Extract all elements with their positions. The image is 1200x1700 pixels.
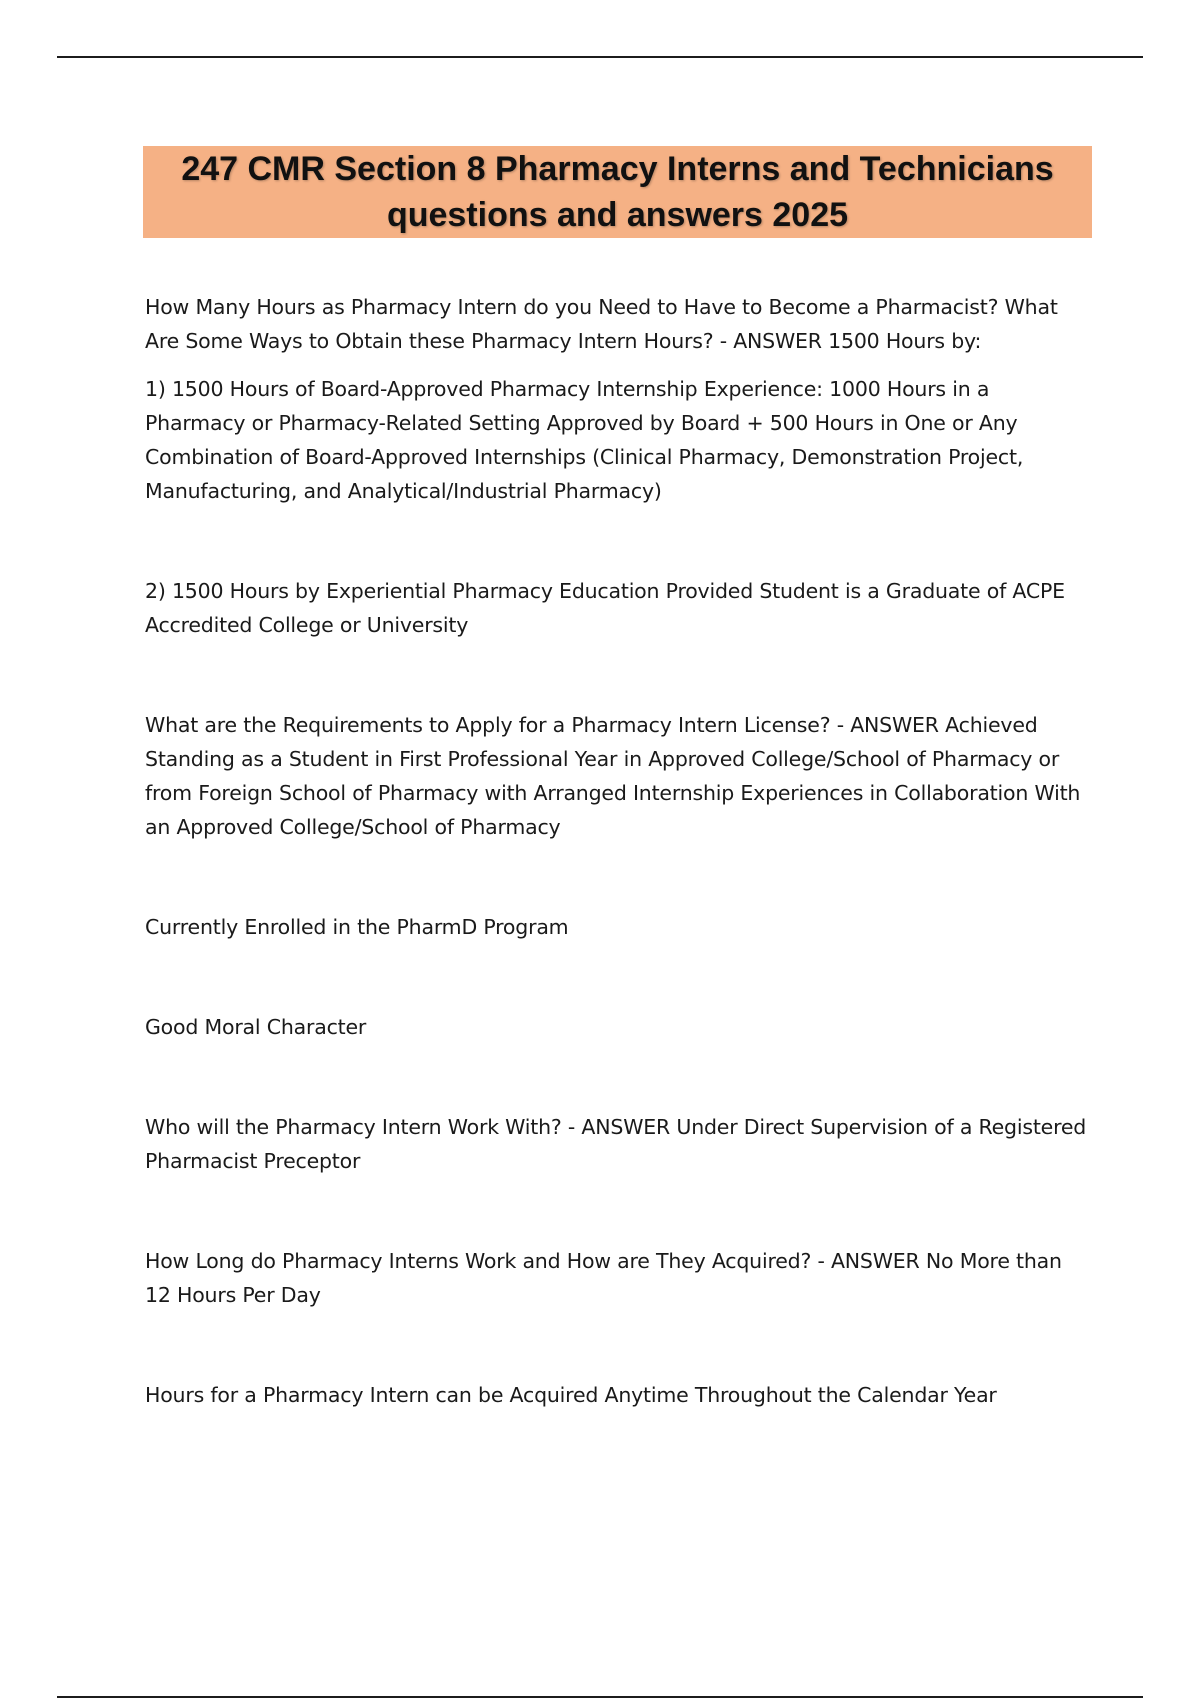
- answer-option-2: 2) 1500 Hours by Experiential Pharmacy Education Provided Student is a Graduate of ACPE Accredited College or University: [145, 579, 1065, 637]
- answer-option-1: 1) 1500 Hours of Board-Approved Pharmacy Internship Experience: 1000 Hours in a Pharmacy or Pharmacy-Related Setting Approved by Board + 500 Hours in One or Any Combination of Board-Approved Internships (Clinical Pharmacy, Demonstration Project, Manufacturing, and Analytical/Industrial Pharmacy): [145, 377, 1024, 503]
- document-title-banner: [143, 146, 1092, 238]
- requirement-enrolled: Currently Enrolled in the PharmD Program: [145, 915, 569, 939]
- question-work-with: Who will the Pharmacy Intern Work With? - ANSWER Under Direct Supervision of a Registered Pharmacist Preceptor: [145, 1115, 1087, 1173]
- question-hours-required: How Many Hours as Pharmacy Intern do you Need to Have to Become a Pharmacist? What Are Some Ways to Obtain these Pharmacy Intern Hours? - ANSWER 1500 Hours by:: [145, 295, 1058, 353]
- document-title: [181, 146, 1053, 238]
- document-body: [145, 290, 1090, 1412]
- title-line-1: 247 CMR Section 8 Pharmacy Interns and Technicians: [181, 150, 1054, 188]
- title-line-2: questions and answers 2025: [386, 196, 849, 234]
- requirement-moral-character: Good Moral Character: [145, 1015, 367, 1039]
- hours-acquired-note: Hours for a Pharmacy Intern can be Acquired Anytime Throughout the Calendar Year: [145, 1383, 997, 1407]
- question-license-requirements: What are the Requirements to Apply for a Pharmacy Intern License? - ANSWER Achieved Standing as a Student in First Professional Year in Approved College/School of Pharmacy or from Foreign School of Pharmacy with Arranged Internship Experiences in Collaboration With an Approved College/School of Pharmacy: [145, 713, 1081, 839]
- bottom-divider: [57, 1696, 1143, 1698]
- question-work-hours: How Long do Pharmacy Interns Work and How are They Acquired? - ANSWER No More than 12 Hours Per Day: [145, 1249, 1062, 1307]
- top-divider: [57, 56, 1143, 58]
